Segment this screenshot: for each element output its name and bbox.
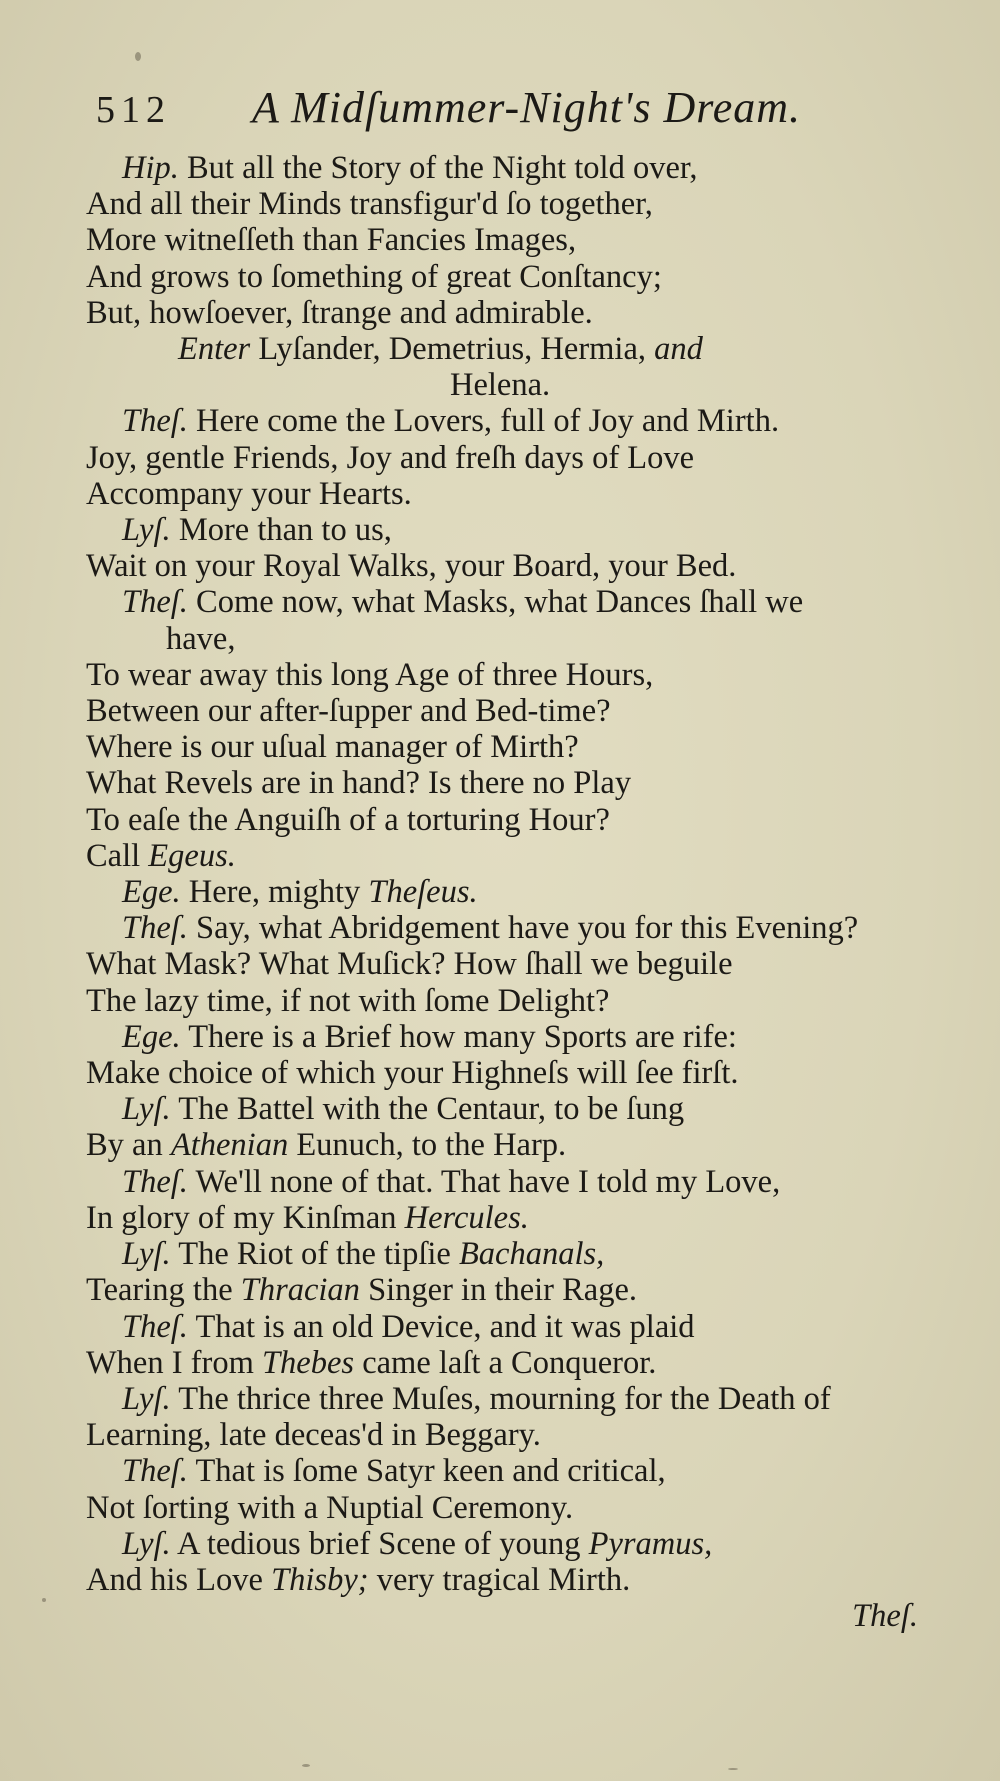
text-line xyxy=(86,1236,966,1272)
line-text: There is a Brief how many Sports are rife: xyxy=(180,1018,737,1055)
line-text: What Revels are in hand? Is there no Play xyxy=(86,765,632,802)
text-line xyxy=(86,1309,966,1345)
speaker-name: Theſ. xyxy=(122,1163,188,1200)
play-text xyxy=(86,150,966,1634)
italic-text: Athenian xyxy=(170,1127,289,1164)
line-text: Here, mighty xyxy=(180,874,369,911)
line-text: Not ſorting with a Nuptial Ceremony. xyxy=(86,1489,574,1526)
line-text: very tragical Mirth. xyxy=(368,1561,631,1598)
line-text: Tearing the xyxy=(86,1272,241,1309)
line-text: And his Love xyxy=(86,1561,272,1598)
line-text: Wait on your Royal Walks, your Board, your Bed. xyxy=(86,548,737,585)
speaker-name: Theſ. xyxy=(122,584,188,621)
text-line xyxy=(86,403,966,439)
text-line xyxy=(86,512,966,548)
text-line xyxy=(86,1127,966,1163)
catchword-text: Theſ. xyxy=(852,1598,918,1635)
italic-text: Thisby; xyxy=(271,1561,369,1598)
speaker-name: Theſ. xyxy=(122,1308,188,1345)
italic-text: Enter xyxy=(178,331,251,368)
text-line xyxy=(86,222,966,258)
text-line xyxy=(86,910,966,946)
italic-text: Thebes xyxy=(261,1344,355,1381)
line-text: The Riot of the tipſie xyxy=(170,1236,459,1273)
text-line xyxy=(86,584,966,620)
line-text: The Battel with the Centaur, to be ſung xyxy=(170,1091,685,1128)
line-text: Accompany your Hearts. xyxy=(86,475,412,512)
text-line xyxy=(86,1417,966,1453)
line-text: To eaſe the Anguiſh of a torturing Hour? xyxy=(86,801,610,838)
line-text: But all the Story of the Night told over, xyxy=(178,150,698,186)
text-line xyxy=(86,295,966,331)
italic-text: Pyramus, xyxy=(588,1525,713,1562)
line-text: have, xyxy=(166,620,236,657)
text-line xyxy=(86,1345,966,1381)
text-line xyxy=(86,476,966,512)
text-line xyxy=(86,1164,966,1200)
line-text: A tedious brief Scene of young xyxy=(170,1525,589,1562)
italic-text: Hercules. xyxy=(404,1199,529,1236)
line-text: But, howſoever, ſtrange and admirable. xyxy=(86,294,593,331)
line-text: That is ſome Satyr keen and critical, xyxy=(187,1453,666,1490)
speaker-name: Ege. xyxy=(122,874,181,911)
line-text: And all their Minds transfigur'd ſo together, xyxy=(86,186,653,223)
speaker-name: Theſ. xyxy=(122,403,188,440)
line-text: Lyſander, Demetrius, Hermia, xyxy=(250,331,655,368)
text-line xyxy=(86,1055,966,1091)
speaker-name: Lyſ. xyxy=(122,1380,171,1417)
speaker-name: Lyſ. xyxy=(122,512,171,549)
italic-text: Egeus. xyxy=(148,837,236,874)
text-line xyxy=(86,765,966,801)
line-text: Come now, what Masks, what Dances ſhall we xyxy=(187,584,804,621)
speaker-name: Lyſ. xyxy=(122,1525,171,1562)
text-line xyxy=(86,729,966,765)
speaker-name: Ege. xyxy=(122,1018,181,1055)
ink-speckle xyxy=(728,1768,738,1770)
catchword xyxy=(86,1598,966,1634)
text-line xyxy=(86,621,966,657)
line-text: What Mask? What Muſick? How ſhall we beguile xyxy=(86,946,733,983)
line-text: Between our after-ſupper and Bed-time? xyxy=(86,693,611,730)
ink-speckle xyxy=(135,52,141,61)
line-text: More witneſſeth than Fancies Images, xyxy=(86,222,577,259)
running-title: A Midſummer-Night's Dream. xyxy=(252,83,802,132)
text-line xyxy=(86,150,966,186)
ink-speckle xyxy=(42,1598,46,1602)
line-text: came laſt a Conqueror. xyxy=(354,1344,657,1381)
speaker-name: Theſ. xyxy=(122,1453,188,1490)
speaker-name: Theſ. xyxy=(122,910,188,947)
speaker-name: Lyſ. xyxy=(122,1236,171,1273)
line-text: Where is our uſual manager of Mirth? xyxy=(86,729,579,766)
speaker-name: Hip. xyxy=(122,150,179,186)
line-text: In glory of my Kinſman xyxy=(86,1199,405,1236)
line-text: We'll none of that. That have I told my Love, xyxy=(187,1163,781,1200)
line-text: Eunuch, to the Harp. xyxy=(288,1127,567,1164)
text-line xyxy=(86,802,966,838)
italic-text: Theſeus. xyxy=(368,874,478,911)
line-text: The thrice three Muſes, mourning for the Death of xyxy=(170,1380,831,1417)
text-line xyxy=(86,874,966,910)
line-text: That is an old Device, and it was plaid xyxy=(187,1308,695,1345)
line-text: Helena. xyxy=(450,367,551,404)
text-line xyxy=(86,983,966,1019)
speaker-name: Lyſ. xyxy=(122,1091,171,1128)
stage-and: and xyxy=(654,331,703,368)
text-line xyxy=(86,1200,966,1236)
line-text: When I from xyxy=(86,1344,262,1381)
line-text: Call xyxy=(86,837,149,874)
text-line xyxy=(86,1526,966,1562)
text-line xyxy=(86,1272,966,1308)
text-line xyxy=(86,657,966,693)
stage-direction-line xyxy=(86,331,966,367)
line-text: More than to us, xyxy=(170,512,392,549)
line-text: Joy, gentle Friends, Joy and freſh days of Love xyxy=(86,439,695,476)
text-line xyxy=(86,548,966,584)
line-text: Here come the Lovers, full of Joy and Mirth. xyxy=(187,403,780,440)
text-line xyxy=(86,1091,966,1127)
italic-text: Thracian xyxy=(240,1272,360,1309)
text-line xyxy=(86,693,966,729)
text-line xyxy=(86,838,966,874)
text-line xyxy=(86,946,966,982)
line-text: Learning, late deceas'd in Beggary. xyxy=(86,1417,541,1454)
text-line xyxy=(86,259,966,295)
text-line xyxy=(86,1381,966,1417)
page-number: 512 xyxy=(96,89,171,131)
line-text: Make choice of which your Highneſs will ſee firſt. xyxy=(86,1055,739,1092)
stage-direction-line xyxy=(86,367,966,403)
ink-speckle xyxy=(302,1764,310,1767)
text-line xyxy=(86,186,966,222)
text-line xyxy=(86,1019,966,1055)
line-text: Say, what Abridgement have you for this Evening? xyxy=(187,910,859,947)
line-text: And grows to ſomething of great Conſtancy; xyxy=(86,258,662,295)
text-line xyxy=(86,440,966,476)
line-text: The lazy time, if not with ſome Delight? xyxy=(86,982,610,1019)
line-text: By an xyxy=(86,1127,171,1164)
text-line xyxy=(86,1453,966,1489)
page-header xyxy=(96,82,916,142)
text-line xyxy=(86,1562,966,1598)
line-text: Singer in their Rage. xyxy=(359,1272,638,1309)
italic-text: Bachanals, xyxy=(458,1236,605,1273)
line-text: To wear away this long Age of three Hours, xyxy=(86,656,654,693)
text-line xyxy=(86,1490,966,1526)
